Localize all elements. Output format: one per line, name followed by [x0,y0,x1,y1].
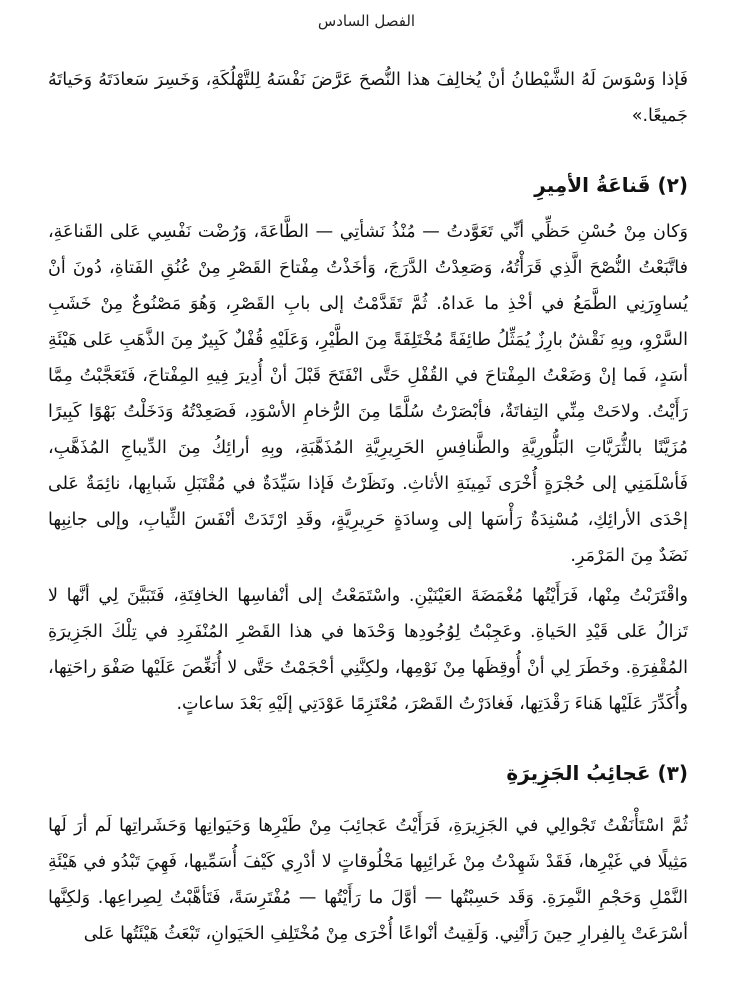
paragraph-sleeping-lady: واقْتَرَبْتُ مِنْها، فَرَأَيْتُها مُغْمَضَةَ العَيْنَيْنِ. واسْتَمَعْتُ إلى أنْفاسِها الخافِتَةِ، فَتَبَيَّنَ لِي أنَّها لا تَزالُ عَلى قَيْدِ الحَياةِ. وعَجِبْتُ لِوُجُودِها وَحْدَها في هذا القَصْرِ المُنْفَرِدِ في تِلْكَ الجَزِيرَةِ المُقْفِرَةِ. وخَطَرَ لِي أنْ أُوقِظَها مِنْ نَوْمِها، ولكِنَّنِي أحْجَمْتُ حَتَّى لا أُنَغِّصَ عَلَيْها صَفْوَ راحَتِها، وأُكَدِّرَ عَلَيْها هَناءَ رَقْدَتِها، فَغادَرْتُ القَصْرَ، مُعْتَزِمًا عَوْدَتِي إلَيْهِ بَعْدَ ساعاتٍ. [48,586,688,714]
paragraph-island-creatures: ثُمَّ اسْتَأْنَفْتُ تَجْوالِي في الجَزِيرَةِ، فَرَأَيْتُ عَجائِبَ مِنْ طَيْرِها وَحَيَوانِها وَحَشَراتِها لَم أرَ لَها مَثِيلًا في غَيْرِها، فَقَدْ شَهِدْتُ مِنْ غَرائِبِها مَخْلُوقاتٍ لا أدْرِي كَيْفَ أُسَمِّيها، فَهِيَ تَبْدُو في هَيْئَةِ النَّمْلِ وَحَجْمِ النَّمِرَةِ. وَقَد حَسِبْتُها — أوَّلَ ما رَأَيْتُها — مُفْتَرِسَةً، فَتَأهَّبْتُ لِصِراعِها. وَلكِنَّها أسْرَعَتْ بِالفِرارِ حِينَ رَأَتْنِي. وَلَقِيتُ أنْواعًا أُخْرَى مِنْ مُخْتَلِفِ الحَيَوانِ، تَبْعَثُ هَيْئَتُها عَلى [48,816,688,944]
section-heading-island-wonders: (٣) عَجائِبُ الجَزِيرَةِ [506,761,688,785]
paragraph-palace-entry: وَكان مِنْ حُسْنِ حَظِّي أنِّي تَعَوَّدتُ — مُنْذُ نَشأتِي — الطَّاعَةَ، وَرُضْت نَفْسِي عَلى القَناعَةِ، فاتَّبَعْتُ النُّصْحَ الَّذِي قَرَأْتُهُ، وَصَعِدْتُ الدَّرَجَ، وَأخَذْتُ مِفْتاحَ القَصْرِ مِنْ عُنُقِ الفَتاةِ، دُونَ أنْ يُساوِرَنِي الطَّمَعُ في أخْذِ ما عَداهُ. ثُمَّ تَقَدَّمْتُ إلى بابِ القَصْرِ، وَهُوَ مَصْنُوعٌ مِنْ خَشَبِ السَّرْوِ، وبِهِ نَقْشٌ بارِزٌ يُمَثِّلُ طائِفَةً مُخْتَلِفَةً مِنَ الطَّيْرِ، وَعَلَيْهِ قُفْلٌ كَبِيرٌ مِنَ الذَّهَبِ عَلى هَيْئَةِ أسَدٍ، فَما إنْ وَضَعْتُ المِفْتاحَ في القُفْلِ حَتَّى انْفَتَحَ قَبْلَ أنْ أُدِيرَ فِيهِ المِفْتاحَ، فَتَعَجَّبْتُ مِمَّا رَأَيْتُ. ولاحَتْ مِنِّي التِفاتَةٌ، فأبْصَرْتُ سُلَّمًا مِنَ الرُّخامِ الأسْوَدِ، فَصَعِدْتُهُ وَدَخَلْتُ بَهْوًا كَبِيرًا مُزَيَّنًا بالثُّرَيَّاتِ البَلُّورِيَّةِ والطَّنافِسِ الحَرِيرِيَّةِ المُذَهَّبَةِ، وبِهِ أرائِكُ مِنَ الدِّيباجِ المُذَهَّبِ، فَأسْلَمَنِي إلى حُجْرَةٍ أُخْرَى ثَمِينَةِ الأثاثِ. ونَظَرْتُ فَإذا سَيِّدَةٌ في مُقْتَبَلِ شَبابِها، نائِمَةٌ عَلى إحْدَى الأرائِكِ، مُسْنِدَةٌ رَأْسَها إلى وِسادَةٍ حَرِيرِيَّةٍ، وقَدِ ارْتَدَتْ أنْفَسَ الثِّيابِ، وإلى جانِبِها نَضَدٌ مِنَ المَرْمَرِ. [48,222,688,566]
paragraph-intro: فَإذا وَسْوَسَ لَهُ الشَّيْطانُ أنْ يُخالِفَ هذا النُّصحَ عَرَّضَ نَفْسَهُ لِلتَّهْلُكَةِ، وَخَسِرَ سَعادَتَهُ وَحَياتَهُ جَميعًا.» [48,70,688,126]
section-heading-prince-contentment: (٢) قَناعَةُ الأمِيرِ [534,173,688,197]
chapter-header: الفصل السادس [317,12,416,30]
